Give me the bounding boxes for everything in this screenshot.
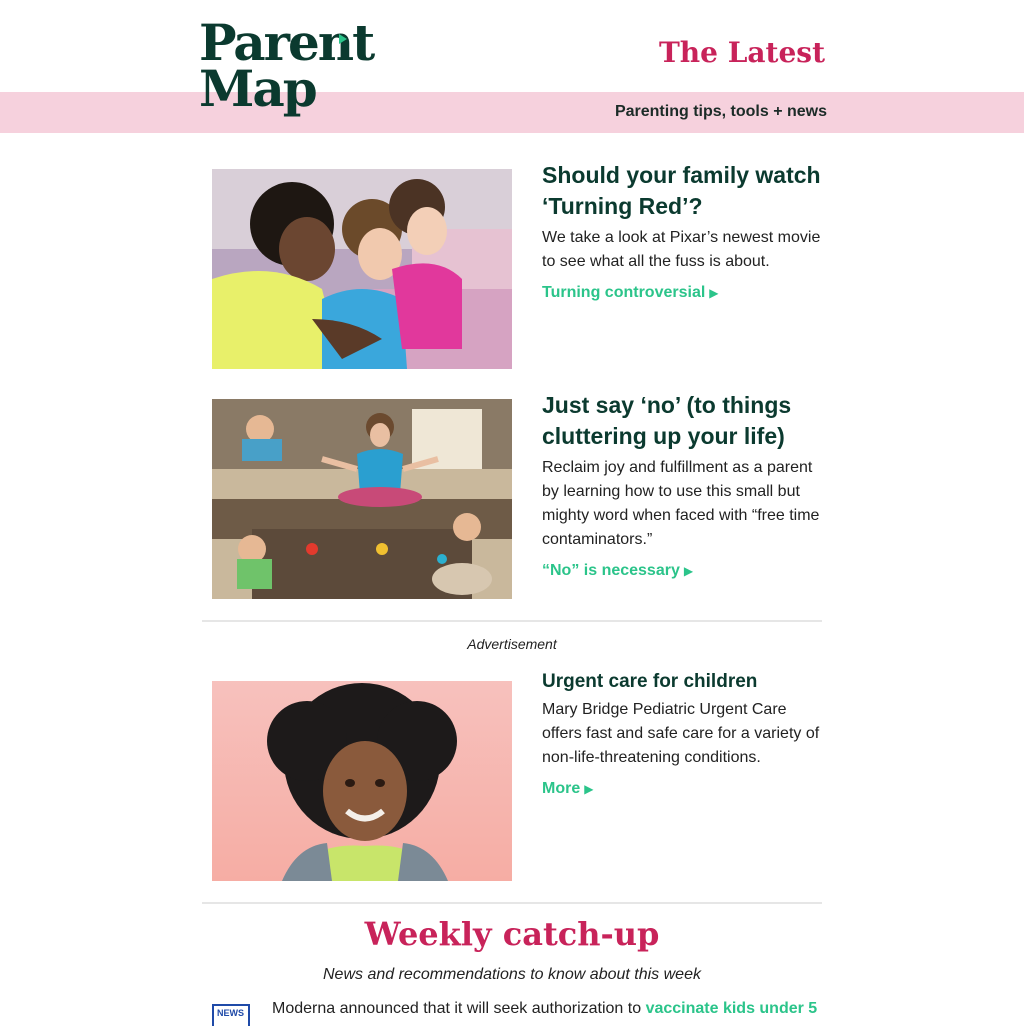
article-say-no	[212, 390, 824, 600]
girls-watching-tv-image	[212, 169, 512, 369]
tagline: Parenting tips, tools + news	[614, 103, 827, 120]
ad-text	[542, 670, 827, 798]
advertisement-label: Advertisement	[467, 636, 557, 652]
newspaper-icon	[212, 1004, 250, 1026]
article-description: Reclaim joy and fulfillment as a parent by learning how to use this small but mighty word when faced with “free time contaminators.”	[542, 459, 820, 548]
news-text-body: Moderna announced that it will seek authorization to	[272, 1000, 646, 1017]
article-image[interactable]	[212, 169, 512, 369]
article-image[interactable]	[212, 399, 512, 599]
ad-image[interactable]	[212, 681, 512, 881]
article-text	[542, 160, 827, 302]
news-text	[272, 1000, 817, 1018]
article-cta-link[interactable]	[542, 562, 693, 580]
article-title[interactable]: Should your family watch ‘Turning Red’?	[542, 162, 821, 219]
tagline-band	[0, 92, 1024, 133]
weekly-catchup-subtitle: News and recommendations to know about this week	[323, 966, 701, 983]
arrow-right-icon: ▶	[709, 286, 719, 300]
article-text	[542, 390, 827, 580]
arrow-right-icon: ▶	[584, 782, 594, 796]
cta-label: Turning controversial	[542, 284, 706, 301]
vaccinate-kids-link[interactable]: vaccinate kids under 5	[645, 1000, 818, 1017]
cta-label: “No” is necessary	[542, 562, 680, 579]
logo-line-1: Parent	[199, 13, 374, 72]
ad-description: Mary Bridge Pediatric Urgent Care offers fast and safe care for a variety of non-life-threatening conditions.	[542, 701, 820, 766]
ad-title[interactable]: Urgent care for children	[542, 671, 758, 692]
smiling-child-image	[212, 681, 512, 881]
article-cta-link[interactable]	[542, 284, 719, 302]
section-title: The Latest	[658, 36, 825, 69]
news-item	[212, 998, 824, 1024]
cta-label: More	[542, 780, 581, 797]
newspaper-icon-label: NEWS	[217, 1008, 244, 1018]
logo-line-2: Map	[199, 59, 316, 118]
article-turning-red	[212, 160, 824, 370]
ad-more-link[interactable]	[542, 780, 593, 798]
logo-play-icon	[339, 34, 347, 44]
article-description: We take a look at Pixar’s newest movie to see what all the fuss is about.	[542, 229, 821, 270]
divider	[202, 620, 822, 622]
arrow-right-icon: ▶	[683, 564, 694, 578]
advertisement-urgent-care	[212, 670, 824, 885]
parentmap-logo[interactable]	[199, 13, 374, 122]
weekly-catchup-title: Weekly catch-up	[364, 915, 660, 953]
divider	[202, 902, 822, 904]
meditating-mom-image	[212, 399, 512, 599]
article-title[interactable]: Just say ‘no’ (to things cluttering up your life)	[542, 392, 792, 449]
